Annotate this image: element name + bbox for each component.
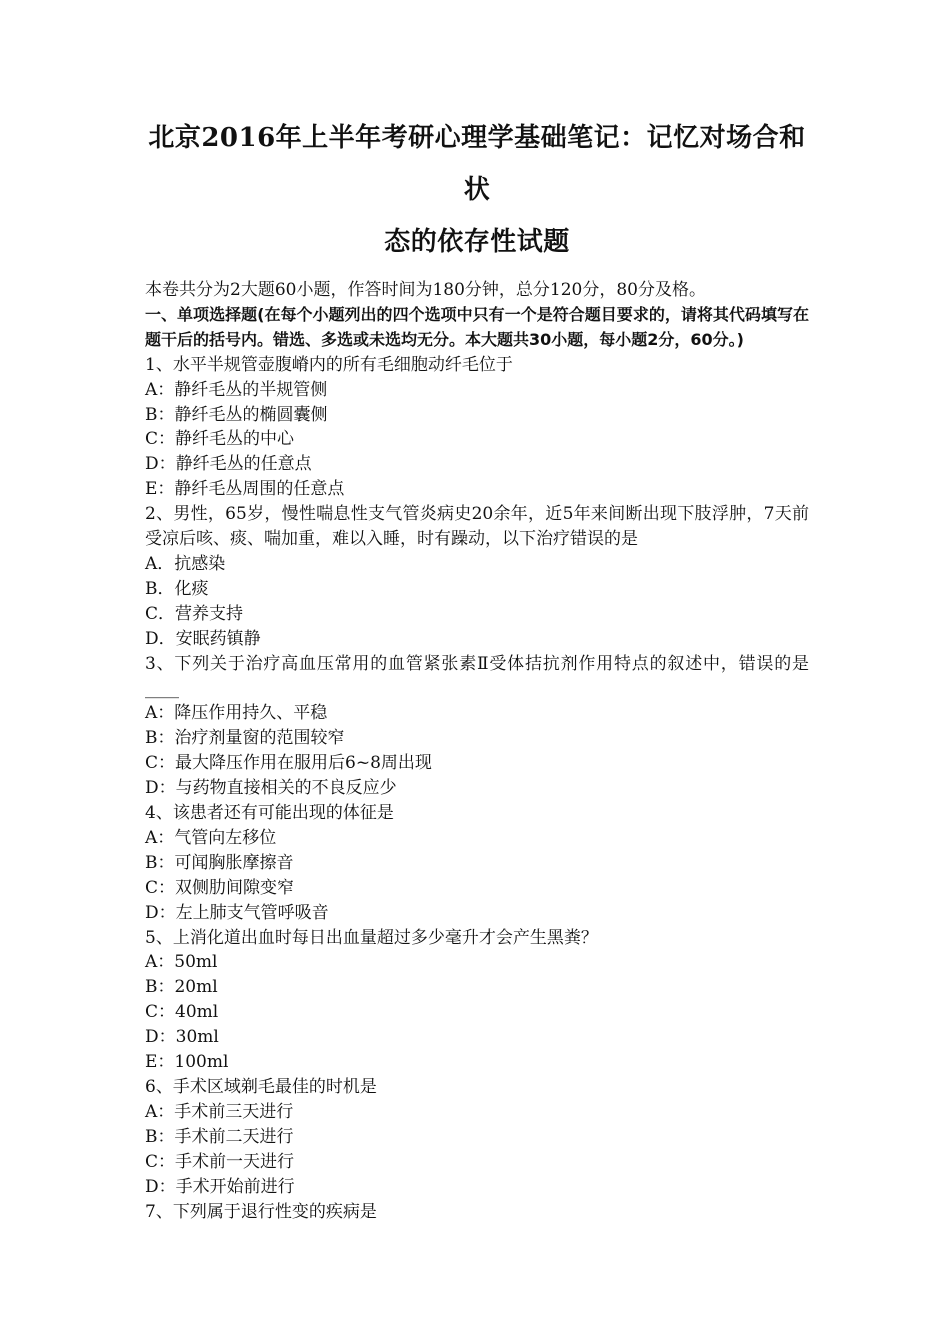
question-item — [145, 926, 809, 1075]
answer-option: E：静纤毛丛周围的任意点 — [145, 479, 345, 500]
question-item — [145, 1200, 809, 1225]
question-item — [145, 801, 809, 926]
document-page — [145, 112, 809, 1224]
question-item — [145, 652, 809, 801]
section-heading: 一、单项选择题(在每个小题列出的四个选项中只有一个是符合题目要求的，请将其代码填写在题干后的括号内。错选、多选或未选均无分。本大题共30小题，每小题2分，60分。) — [145, 304, 809, 349]
question-stem: 2、男性，65岁，慢性喘息性支气管炎病史20余年，近5年来间断出现下肢浮肿，7天前受凉后咳、痰、喘加重，难以入睡，时有躁动，以下治疗错误的是 — [145, 504, 809, 550]
question-list — [145, 353, 809, 1225]
answer-option: A：手术前三天进行 — [145, 1101, 294, 1122]
question-item — [145, 1075, 809, 1200]
answer-option: B：治疗剂量窗的范围较窄 — [145, 728, 345, 749]
answer-option: A：50ml — [145, 952, 218, 973]
answer-option: B：手术前二天进行 — [145, 1126, 294, 1147]
answer-option: D：30ml — [145, 1027, 219, 1048]
question-stem: 6、手术区域剃毛最佳的时机是 — [145, 1077, 377, 1097]
question-stem: 3、下列关于治疗高血压常用的血管紧张素Ⅱ受体拮抗剂作用特点的叙述中，错误的是____ — [145, 653, 809, 699]
answer-option: E：100ml — [145, 1052, 229, 1073]
question-stem: 4、该患者还有可能出现的体征是 — [145, 803, 394, 824]
answer-option: B：静纤毛丛的椭圆囊侧 — [145, 404, 328, 425]
question-item — [145, 353, 809, 502]
title-line-1: 北京2016年上半年考研心理学基础笔记：记忆对场合和状 — [148, 123, 806, 205]
answer-option: C：最大降压作用在服用后6~8周出现 — [145, 753, 432, 774]
answer-option: B：可闻胸胀摩擦音 — [145, 852, 294, 873]
title-line-2: 态的依存性试题 — [384, 227, 570, 257]
answer-option: D：静纤毛丛的任意点 — [145, 454, 312, 475]
answer-option: C：手术前一天进行 — [145, 1151, 295, 1172]
question-stem: 7、下列属于退行性变的疾病是 — [145, 1201, 377, 1222]
question-stem: 5、上消化道出血时每日出血量超过多少毫升才会产生黑粪？ — [145, 927, 598, 948]
answer-option: C：静纤毛丛的中心 — [145, 429, 295, 450]
answer-option: C：双侧肋间隙变窄 — [145, 877, 295, 898]
answer-option: B．化痰 — [145, 578, 209, 599]
answer-option: D：左上肺支气管呼吸音 — [145, 902, 329, 923]
answer-option: A：降压作用持久、平稳 — [145, 703, 328, 724]
question-stem: 1、水平半规管壶腹嵴内的所有毛细胞动纤毛位于 — [145, 354, 513, 375]
document-body — [145, 278, 809, 1224]
answer-option: D：手术开始前进行 — [145, 1176, 295, 1197]
answer-option: D：与药物直接相关的不良反应少 — [145, 778, 397, 799]
question-item — [145, 502, 809, 651]
answer-option: C．营养支持 — [145, 603, 244, 624]
answer-option: A：静纤毛丛的半规管侧 — [145, 379, 328, 400]
answer-option: A．抗感染 — [145, 553, 226, 574]
exam-intro: 本卷共分为2大题60小题，作答时间为180分钟，总分120分，80分及格。 — [145, 280, 706, 300]
answer-option: B：20ml — [145, 977, 218, 998]
answer-option: D．安眠药镇静 — [145, 628, 261, 649]
answer-option: A：气管向左移位 — [145, 827, 277, 848]
answer-option: C：40ml — [145, 1002, 219, 1023]
document-title — [145, 112, 809, 268]
